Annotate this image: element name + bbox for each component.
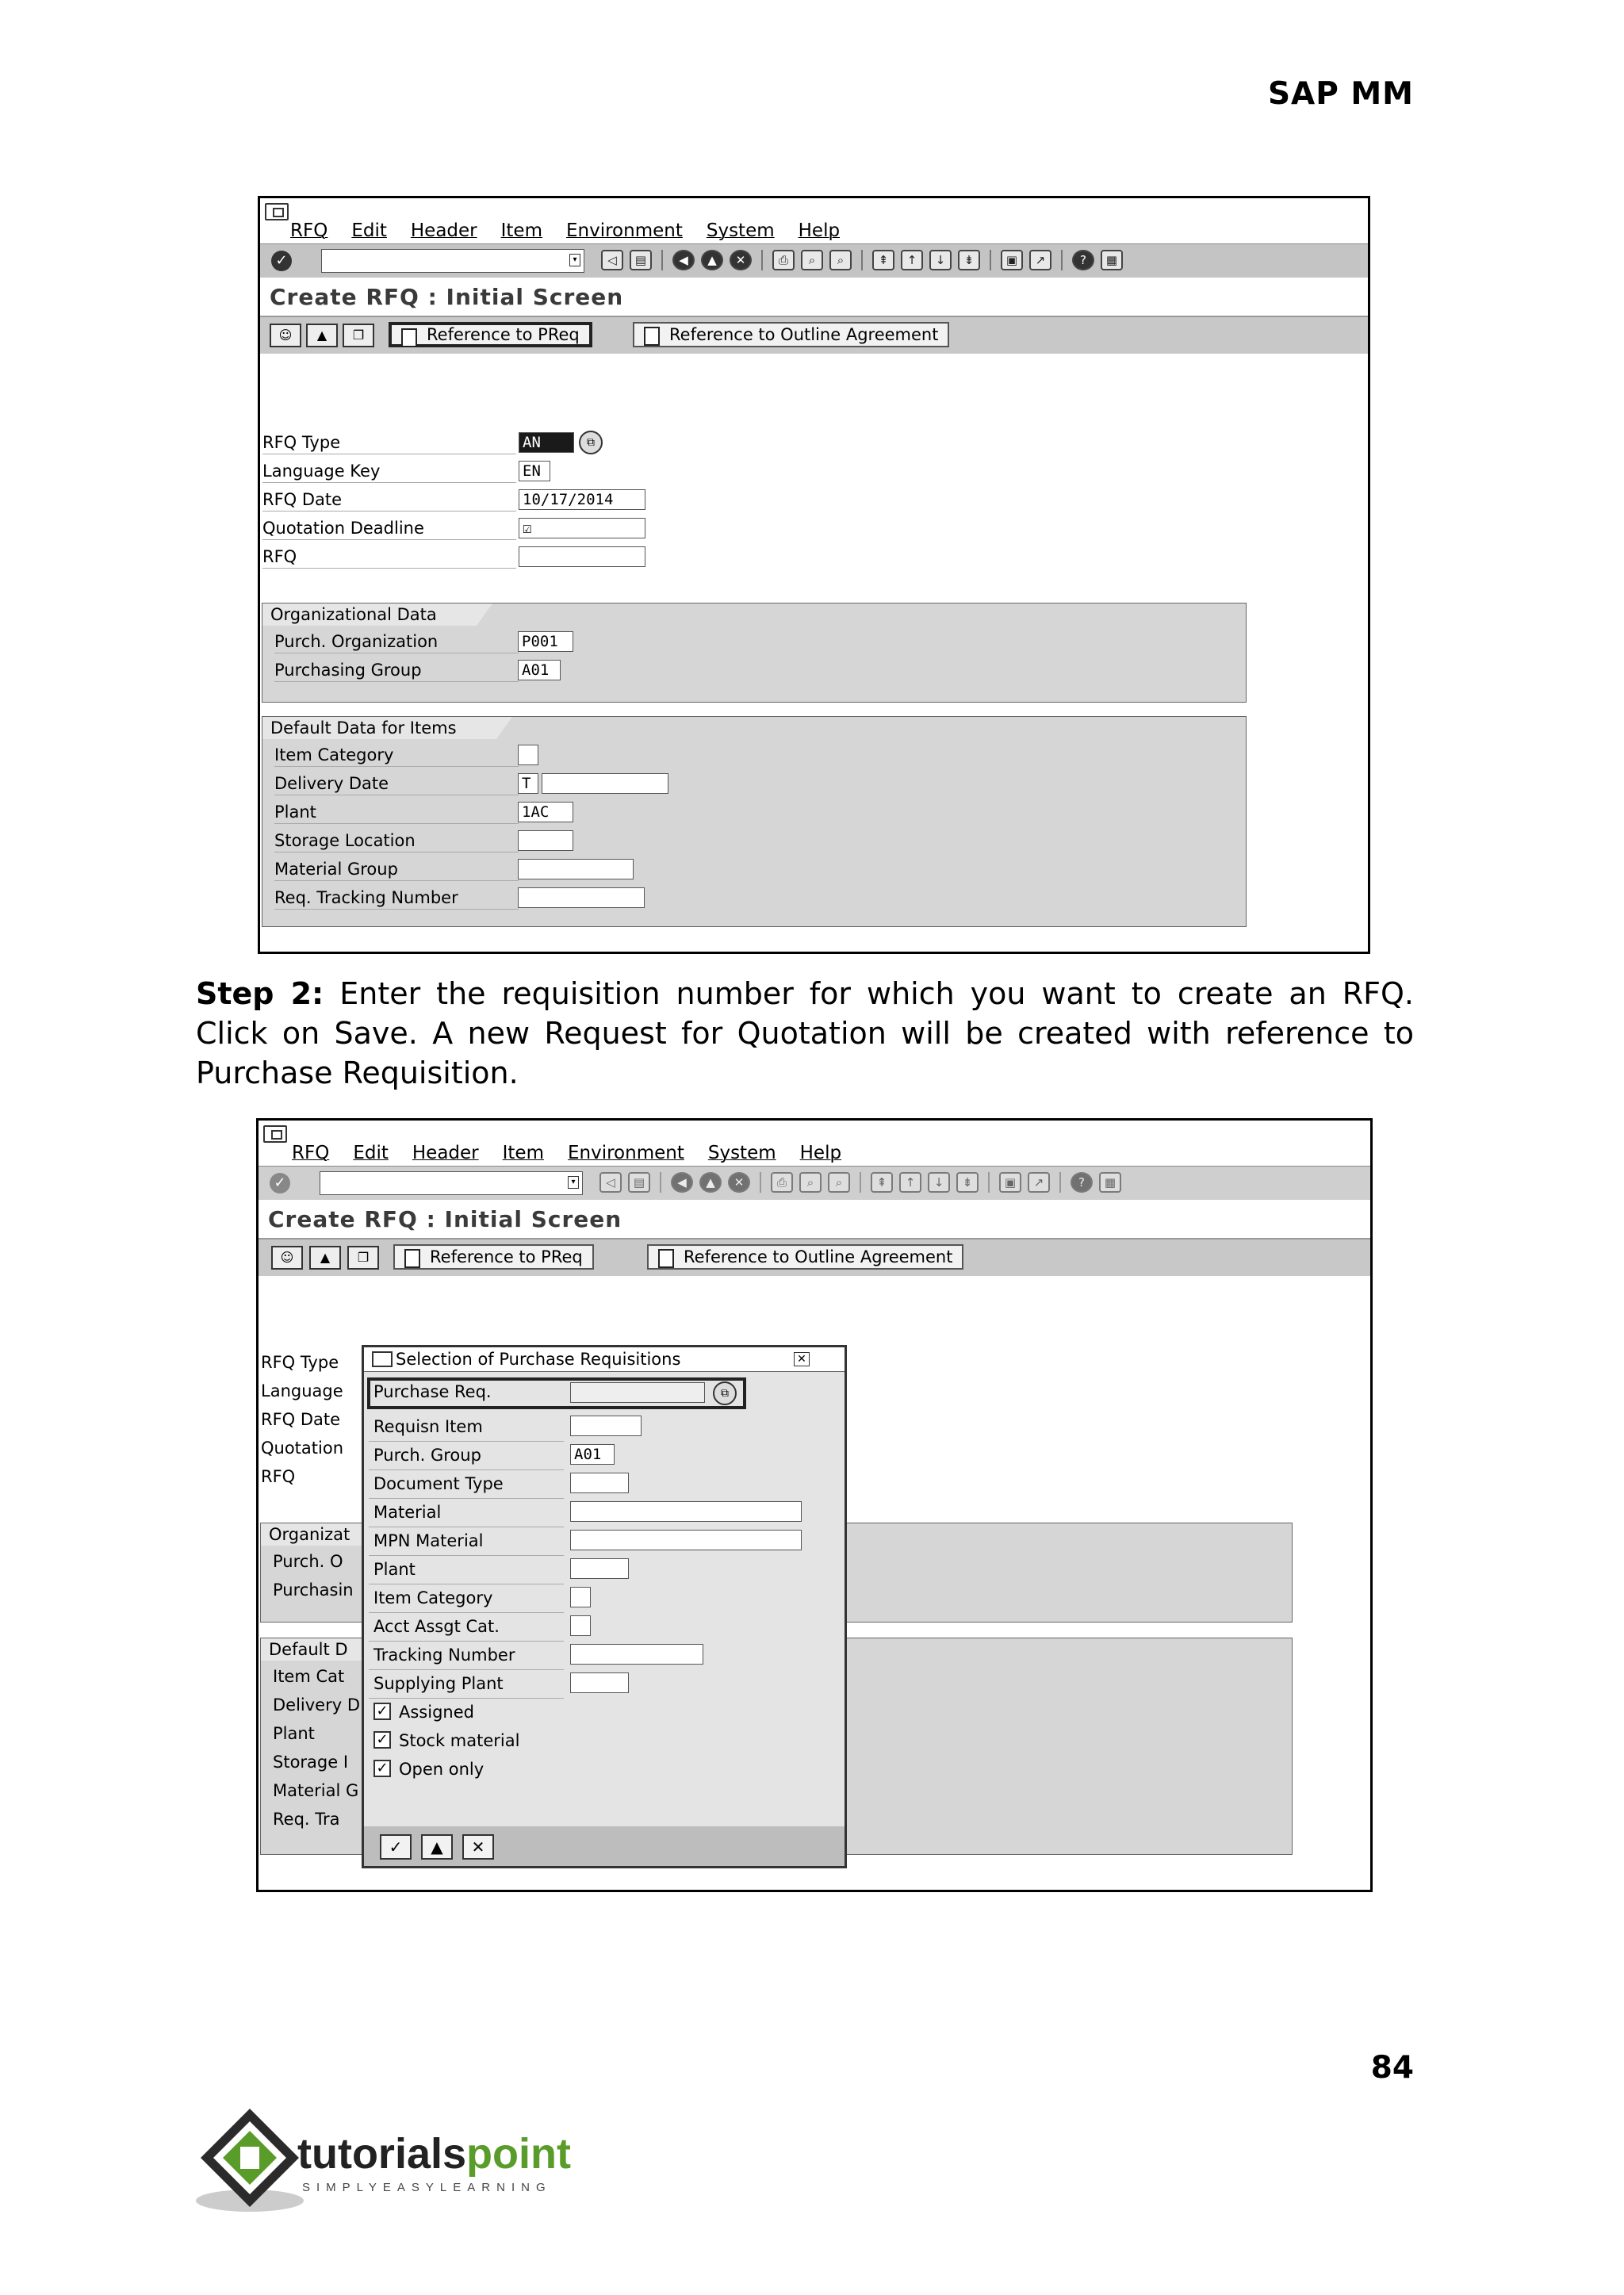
default-data-for-items-group: Default Data for Items Item Category Delivery Date T Plant 1AC Storage Location Material Group Req. Tracking Number: [262, 716, 1247, 927]
requisn-item-input[interactable]: [570, 1416, 642, 1436]
menu-rfq[interactable]: RFQ: [292, 1143, 330, 1163]
screen-title: Create RFQ : Initial Screen: [270, 284, 624, 310]
step-2-text: Enter the requisition number for which you want to create an RFQ. Click on Save. A new Request for Quotation will be created with reference to Purchase Requisition.: [196, 976, 1415, 1090]
quotation-deadline-input[interactable]: ☑: [519, 518, 645, 538]
delivery-date-input[interactable]: [542, 773, 668, 794]
menu-bar: [259, 1121, 1370, 1167]
screen-title-bar: [259, 1200, 1370, 1239]
document-icon: [658, 1249, 674, 1268]
back-icon[interactable]: ◀: [671, 1172, 693, 1193]
hat-icon[interactable]: ▲: [309, 1246, 341, 1270]
next-page-icon[interactable]: ↓: [928, 1172, 950, 1193]
copy-icon[interactable]: ❐: [343, 324, 374, 347]
find-next-icon[interactable]: ⌕: [829, 250, 852, 270]
item-category-input[interactable]: [518, 745, 538, 765]
mpn-material-input[interactable]: [570, 1530, 802, 1550]
help-icon[interactable]: ?: [1072, 250, 1094, 270]
shortcut-icon[interactable]: ↗: [1028, 1172, 1050, 1193]
group-title: Default Data for Items: [262, 717, 496, 739]
tutorialspoint-logo: [194, 2105, 575, 2216]
menu-environment[interactable]: Environment: [565, 220, 683, 241]
menu-header[interactable]: Header: [412, 1143, 479, 1163]
shortcut-icon[interactable]: ↗: [1029, 250, 1051, 270]
person-icon[interactable]: ☺: [270, 324, 301, 347]
menu-rfq[interactable]: RFQ: [290, 220, 328, 241]
separator: [988, 1172, 990, 1193]
open-only-checkbox[interactable]: ✓: [373, 1760, 391, 1777]
screenshot-create-rfq: RFQ Edit Header Item Environment System Help ✓ ▾ ◁ ▤ ◀ ▲ ✕ ⎙ ⌕ ⌕ ⇞ ↑ ↓ ⇟ ▣ ↗ ? ▦ Create RFQ : Initial Screen ☺ ▲ ❐ Reference to PReq Reference to Outline Agreement RFQ Type AN ⧉ Language Key EN RFQ Date 10/17/2014 Quotation Deadline ☑ RFQ Organizational Data Purch. Organization P001 Purchasing Group A01 Default Data for Items Item Category Delivery Date T Plant 1AC Storage Location Material Group Req. Tracking Number: [258, 196, 1370, 954]
command-field[interactable]: [321, 249, 584, 273]
print-icon[interactable]: ⎙: [772, 250, 795, 270]
system-menu-icon[interactable]: [263, 1125, 287, 1143]
material-group-input[interactable]: [518, 859, 634, 879]
document-icon: [404, 1249, 420, 1268]
organizational-data-group: Organizational Data Purch. Organization P001 Purchasing Group A01: [262, 603, 1247, 703]
exit-icon[interactable]: ▲: [701, 250, 723, 270]
application-toolbar: [259, 1239, 1370, 1276]
assigned-checkbox[interactable]: ✓: [373, 1703, 391, 1720]
first-page-icon[interactable]: ⇞: [872, 250, 894, 270]
copy-icon[interactable]: ❐: [347, 1246, 379, 1270]
standard-toolbar: [259, 1166, 1370, 1201]
separator: [761, 250, 763, 270]
execute-checkmark-icon[interactable]: ✓: [380, 1834, 412, 1860]
separator: [990, 250, 991, 270]
create-session-icon[interactable]: ▣: [999, 1172, 1021, 1193]
tracking-number-input[interactable]: [570, 1644, 703, 1665]
menu-item[interactable]: Item: [502, 1143, 544, 1163]
create-session-icon[interactable]: ▣: [1001, 250, 1023, 270]
logo-diamond-icon: [194, 2105, 305, 2216]
system-menu-icon[interactable]: [265, 203, 289, 220]
separator: [660, 1172, 661, 1193]
rfq-number-input[interactable]: [519, 546, 645, 567]
next-page-icon[interactable]: ↓: [929, 250, 952, 270]
document-icon: [401, 328, 417, 347]
group-title: Organizat: [261, 1523, 389, 1546]
separator: [860, 1172, 861, 1193]
storage-location-input[interactable]: [518, 830, 573, 851]
separator: [760, 1172, 761, 1193]
plant-input[interactable]: [570, 1558, 629, 1579]
back-icon[interactable]: ◀: [672, 250, 695, 270]
menu-environment[interactable]: Environment: [567, 1143, 684, 1163]
exit-icon[interactable]: ▲: [699, 1172, 722, 1193]
acct-assgt-cat-input[interactable]: [570, 1615, 591, 1636]
separator: [861, 250, 863, 270]
find-icon[interactable]: ⌕: [801, 250, 823, 270]
menu-system[interactable]: System: [707, 1143, 776, 1163]
stock-material-checkbox[interactable]: ✓: [373, 1731, 391, 1749]
previous-page-icon[interactable]: ↑: [899, 1172, 921, 1193]
first-page-icon[interactable]: ⇞: [871, 1172, 893, 1193]
command-field[interactable]: [320, 1171, 583, 1195]
screen-title-bar: [260, 278, 1368, 317]
req-tracking-number-input[interactable]: [518, 887, 645, 908]
language-key-input[interactable]: EN: [519, 461, 550, 481]
assigned-label: Assigned: [399, 1703, 474, 1722]
print-icon[interactable]: ⎙: [771, 1172, 793, 1193]
menu-help[interactable]: Help: [798, 220, 841, 241]
stock-material-label: Stock material: [399, 1731, 520, 1750]
reference-to-preq-button[interactable]: Reference to PReq: [389, 322, 592, 347]
menu-edit[interactable]: Edit: [353, 1143, 389, 1163]
organizational-data-group: Organizat Purch. O Purchasin: [260, 1523, 1293, 1623]
standard-toolbar: [260, 243, 1368, 278]
hat-icon[interactable]: ▲: [421, 1834, 453, 1860]
value-help-icon[interactable]: ⧉: [579, 431, 603, 454]
dialog-footer: [364, 1826, 845, 1866]
window-icon: [372, 1351, 393, 1367]
default-data-for-items-group: Default D Item Cat Delivery D Plant Storage I Material G Req. Tra: [260, 1638, 1293, 1855]
menu-edit[interactable]: Edit: [351, 220, 387, 241]
dialog-title: Selection of Purchase Requisitions: [396, 1350, 681, 1369]
back-arrow-icon[interactable]: ◁: [601, 250, 623, 270]
page-number: 84: [1370, 2050, 1414, 2086]
find-icon[interactable]: ⌕: [799, 1172, 822, 1193]
help-icon[interactable]: ?: [1071, 1172, 1093, 1193]
rfq-type-input[interactable]: AN: [519, 432, 574, 453]
layout-menu-icon[interactable]: ▦: [1099, 1172, 1121, 1193]
logo-brand-text: tutorialspoint: [297, 2130, 571, 2178]
open-only-label: Open only: [399, 1760, 485, 1779]
supplying-plant-input[interactable]: [570, 1672, 629, 1693]
value-help-icon[interactable]: ⧉: [713, 1381, 737, 1405]
person-icon[interactable]: ☺: [271, 1246, 303, 1270]
separator: [1061, 250, 1063, 270]
save-icon[interactable]: ▤: [630, 250, 652, 270]
hat-icon[interactable]: ▲: [306, 324, 338, 347]
item-category-input[interactable]: [570, 1587, 591, 1607]
menu-item[interactable]: Item: [500, 220, 542, 241]
dialog-title-bar: [364, 1347, 845, 1372]
purch-organization-input[interactable]: P001: [518, 631, 573, 652]
reference-to-preq-button[interactable]: Reference to PReq: [393, 1244, 594, 1270]
last-page-icon[interactable]: ⇟: [956, 1172, 979, 1193]
back-arrow-icon[interactable]: ◁: [599, 1172, 622, 1193]
reference-to-outline-agreement-button[interactable]: Reference to Outline Agreement: [647, 1244, 963, 1270]
purchasing-group-input[interactable]: A01: [518, 660, 561, 680]
save-icon[interactable]: ▤: [628, 1172, 650, 1193]
application-toolbar: [260, 317, 1368, 354]
cancel-icon[interactable]: ✕: [728, 1172, 750, 1193]
enter-icon[interactable]: ✓: [271, 251, 292, 271]
material-input[interactable]: [570, 1501, 802, 1522]
purchase-req-input[interactable]: [570, 1382, 705, 1403]
close-icon[interactable]: ✕: [794, 1352, 810, 1366]
screenshot-selection-dialog: RFQ Edit Header Item Environment System Help ✓ ▾ ◁ ▤ ◀ ▲ ✕ ⎙ ⌕ ⌕ ⇞ ↑ ↓ ⇟ ▣ ↗ ? ▦ Create RFQ : Initial Screen ☺ ▲ ❐ Reference to PReq Reference to Outline Agreement RFQ Type Language RFQ Date Quotation RFQ Organizat Purch. O Purchasin Default D Item Cat Delivery D Plant Storage I Material G Req. Tra Selection of Purchase Requisitions ✕ Purchase Req. ⧉ Requisn Item Purch. Group A01 Document Type Material MPN Material Plant Item Category Acct Assgt Cat. Tracking Number Supplying Plant ✓ Assigned ✓ Stock material ✓ Open only ✓ ▲ ✕: [256, 1118, 1373, 1892]
cancel-icon[interactable]: ✕: [462, 1834, 494, 1860]
find-next-icon[interactable]: ⌕: [828, 1172, 850, 1193]
enter-icon[interactable]: ✓: [270, 1173, 290, 1193]
dropdown-icon[interactable]: ▾: [568, 1176, 579, 1189]
reference-to-outline-agreement-button[interactable]: Reference to Outline Agreement: [633, 322, 949, 347]
separator: [661, 250, 663, 270]
group-title: Organizational Data: [262, 603, 477, 626]
step-2-label: Step 2:: [196, 976, 324, 1011]
screen-title: Create RFQ : Initial Screen: [268, 1206, 622, 1232]
purch-group-input[interactable]: A01: [570, 1444, 615, 1465]
dropdown-icon[interactable]: ▾: [569, 254, 580, 266]
rfq-date-input[interactable]: 10/17/2014: [519, 489, 645, 510]
step-2-paragraph: [196, 974, 1414, 1093]
separator: [1059, 1172, 1061, 1193]
menu-header[interactable]: Header: [410, 220, 477, 241]
cancel-icon[interactable]: ✕: [730, 250, 752, 270]
menu-bar: [260, 198, 1368, 244]
menu-help[interactable]: Help: [799, 1143, 842, 1163]
menu-system[interactable]: System: [706, 220, 775, 241]
group-title: Default D: [261, 1638, 388, 1661]
page-header-title: SAP MM: [1267, 76, 1414, 112]
plant-input[interactable]: 1AC: [518, 802, 573, 822]
layout-menu-icon[interactable]: ▦: [1101, 250, 1123, 270]
document-type-input[interactable]: [570, 1473, 629, 1493]
last-page-icon[interactable]: ⇟: [958, 250, 980, 270]
logo-tagline: SIMPLYEASYLEARNING: [302, 2181, 552, 2194]
delivery-date-type-input[interactable]: T: [518, 773, 538, 794]
selection-of-purchase-requisitions-dialog: Selection of Purchase Requisitions ✕ Purchase Req. ⧉ Requisn Item Purch. Group A01 Document Type Material MPN Material Plant Item Category Acct Assgt Cat. Tracking Number Supplying Plant ✓ Assigned ✓ Stock material ✓ Open only ✓ ▲ ✕: [362, 1345, 847, 1868]
document-icon: [644, 327, 660, 346]
previous-page-icon[interactable]: ↑: [901, 250, 923, 270]
